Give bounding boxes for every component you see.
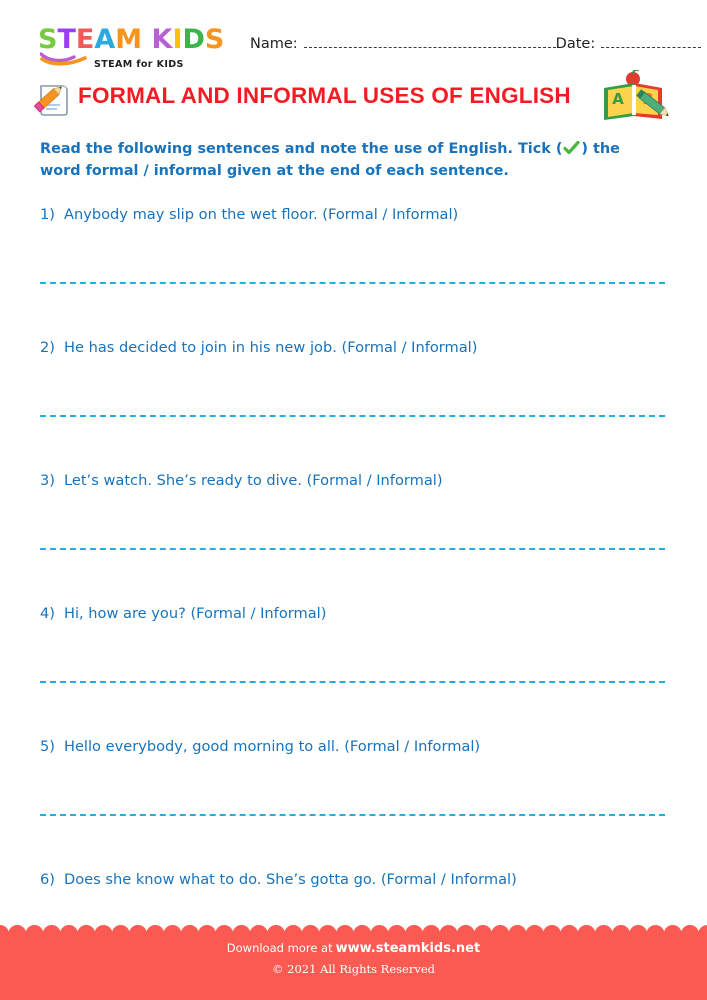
question-sentence: Hello everybody, good morning to all. (Formal / Informal) bbox=[63, 738, 481, 755]
question-sentence: He has decided to join in his new job. (Formal / Informal) bbox=[63, 339, 478, 356]
question-number: 2) bbox=[40, 339, 55, 356]
date-label: Date: bbox=[555, 36, 596, 52]
page-title: FORMAL AND INFORMAL USES OF ENGLISH bbox=[78, 83, 571, 108]
name-input[interactable] bbox=[304, 46, 556, 48]
date-input[interactable] bbox=[601, 46, 701, 48]
logo-swoosh-icon bbox=[40, 50, 96, 66]
footer-content bbox=[0, 941, 707, 976]
question-sentence: Does she know what to do. She’s gotta go. (Formal / Informal) bbox=[63, 871, 517, 888]
logo-letter-7: I bbox=[172, 24, 183, 55]
logo-tagline: STEAM for KIDS bbox=[94, 59, 184, 70]
abc-book-icon bbox=[598, 70, 678, 128]
question-number: 5) bbox=[40, 738, 55, 755]
logo-letter-8: D bbox=[182, 24, 205, 55]
logo-letter-2: E bbox=[75, 24, 95, 55]
question-sentence: Hi, how are you? (Formal / Informal) bbox=[63, 605, 327, 622]
page-footer bbox=[0, 932, 707, 1000]
name-label: Name: bbox=[250, 36, 298, 52]
question-text bbox=[40, 339, 477, 356]
question-item bbox=[0, 329, 707, 462]
footer-scallop-edge bbox=[0, 923, 707, 943]
question-text bbox=[40, 206, 458, 223]
question-text bbox=[40, 472, 443, 489]
questions-list bbox=[0, 196, 707, 994]
logo-letter-0: S bbox=[38, 24, 58, 55]
logo-letter-5 bbox=[142, 26, 151, 54]
logo-letter-1: T bbox=[57, 24, 76, 55]
question-number: 3) bbox=[40, 472, 55, 489]
pencil-note-icon bbox=[30, 76, 74, 120]
worksheet-title-row bbox=[0, 76, 707, 124]
question-item bbox=[0, 196, 707, 329]
steam-kids-logo bbox=[38, 26, 233, 70]
question-text bbox=[40, 738, 480, 755]
footer-site-link[interactable]: www.steamkids.net bbox=[335, 941, 481, 956]
answer-line[interactable] bbox=[40, 415, 665, 417]
question-sentence: Let’s watch. She’s ready to dive. (Formal / Informal) bbox=[63, 472, 443, 489]
green-check-icon bbox=[563, 141, 580, 155]
question-item bbox=[0, 595, 707, 728]
question-item bbox=[0, 728, 707, 861]
logo-letter-4: M bbox=[115, 24, 143, 55]
footer-download-text: Download more at bbox=[226, 941, 333, 955]
name-date-row bbox=[250, 36, 690, 62]
question-text bbox=[40, 605, 326, 622]
answer-line[interactable] bbox=[40, 681, 665, 683]
footer-download-line bbox=[0, 941, 707, 956]
instructions bbox=[40, 138, 665, 182]
logo-letter-6: K bbox=[151, 24, 173, 55]
question-number: 6) bbox=[40, 871, 55, 888]
answer-line[interactable] bbox=[40, 548, 665, 550]
question-text bbox=[40, 871, 517, 888]
answer-line[interactable] bbox=[40, 282, 665, 284]
svg-text:A: A bbox=[612, 90, 624, 108]
logo-letter-9: S bbox=[204, 24, 225, 55]
question-sentence: Anybody may slip on the wet floor. (Formal / Informal) bbox=[63, 206, 459, 223]
logo-letter-3: A bbox=[94, 24, 116, 55]
question-number: 4) bbox=[40, 605, 55, 622]
instructions-part1: Read the following sentences and note the use of English. Tick ( bbox=[40, 141, 563, 157]
question-item bbox=[0, 462, 707, 595]
question-number: 1) bbox=[40, 206, 55, 223]
instructions-part2: ) the word formal / informal given at the end of each sentence. bbox=[40, 141, 620, 179]
answer-line[interactable] bbox=[40, 814, 665, 816]
footer-copyright: © 2021 All Rights Reserved bbox=[271, 962, 435, 976]
